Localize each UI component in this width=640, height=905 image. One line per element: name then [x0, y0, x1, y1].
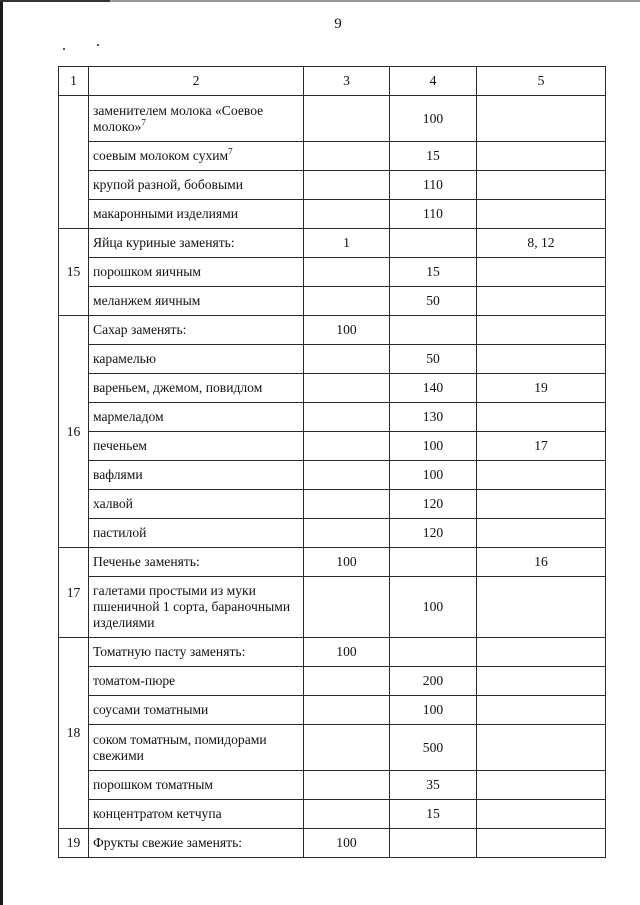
quantity-cell — [304, 800, 390, 829]
note-cell — [477, 403, 606, 432]
note-cell — [477, 287, 606, 316]
replacement-quantity-cell: 100 — [390, 96, 477, 142]
note-cell — [477, 461, 606, 490]
product-cell — [89, 725, 304, 771]
quantity-cell: 1 — [304, 229, 390, 258]
replacement-quantity-cell — [390, 316, 477, 345]
product-cell — [89, 771, 304, 800]
table-row — [59, 374, 606, 403]
table-row — [59, 519, 606, 548]
note-cell — [477, 638, 606, 667]
header-cell: 3 — [304, 67, 390, 96]
product-name: Фрукты свежие заменять: — [93, 835, 243, 850]
note-cell — [477, 696, 606, 725]
replacement-quantity-cell: 35 — [390, 771, 477, 800]
table-row — [59, 461, 606, 490]
product-cell — [89, 96, 304, 142]
note-cell — [477, 771, 606, 800]
note-cell — [477, 667, 606, 696]
product-cell — [89, 519, 304, 548]
item-number-cell: 18 — [59, 638, 89, 829]
replacement-quantity-cell: 200 — [390, 667, 477, 696]
table-row — [59, 829, 606, 858]
table-row — [59, 316, 606, 345]
quantity-cell — [304, 667, 390, 696]
table-row — [59, 696, 606, 725]
table-row — [59, 287, 606, 316]
replacement-quantity-cell — [390, 638, 477, 667]
product-cell — [89, 316, 304, 345]
product-cell — [89, 696, 304, 725]
table-row — [59, 577, 606, 638]
product-name: соевым молоком сухим — [93, 148, 229, 163]
replacement-quantity-cell: 100 — [390, 461, 477, 490]
replacement-quantity-cell: 130 — [390, 403, 477, 432]
product-name: мармеладом — [93, 409, 164, 424]
product-cell — [89, 171, 304, 200]
product-name: меланжем яичным — [93, 293, 201, 308]
quantity-cell — [304, 258, 390, 287]
header-cell: 2 — [89, 67, 304, 96]
replacement-quantity-cell: 100 — [390, 577, 477, 638]
replacement-quantity-cell: 120 — [390, 490, 477, 519]
product-name: порошком яичным — [93, 264, 201, 279]
note-cell: 8, 12 — [477, 229, 606, 258]
table-row — [59, 403, 606, 432]
quantity-cell — [304, 403, 390, 432]
note-cell — [477, 345, 606, 374]
replacement-quantity-cell: 140 — [390, 374, 477, 403]
quantity-cell — [304, 345, 390, 374]
item-number-cell: 19 — [59, 829, 89, 858]
quantity-cell — [304, 96, 390, 142]
product-name: Сахар заменять: — [93, 322, 187, 337]
quantity-cell — [304, 374, 390, 403]
product-cell — [89, 829, 304, 858]
product-name: галетами простыми из муки пшеничной 1 сорта, бараночными изделиями — [93, 583, 291, 630]
note-cell: 19 — [477, 374, 606, 403]
replacement-quantity-cell: 50 — [390, 345, 477, 374]
product-cell — [89, 345, 304, 374]
header-cell: 1 — [59, 67, 89, 96]
product-cell — [89, 258, 304, 287]
table-row — [59, 490, 606, 519]
quantity-cell — [304, 725, 390, 771]
note-cell — [477, 577, 606, 638]
scan-left-edge — [0, 0, 3, 905]
replacement-quantity-cell: 120 — [390, 519, 477, 548]
product-cell — [89, 667, 304, 696]
product-name: карамелью — [93, 351, 157, 366]
product-cell — [89, 229, 304, 258]
product-cell — [89, 287, 304, 316]
product-cell — [89, 374, 304, 403]
substitution-table — [58, 66, 606, 858]
table-row — [59, 667, 606, 696]
table-row — [59, 548, 606, 577]
product-name: заменителем молока «Соевое молоко» — [93, 102, 264, 134]
item-number-cell — [59, 96, 89, 229]
product-name: печеньем — [93, 438, 147, 453]
note-cell — [477, 258, 606, 287]
table-row — [59, 771, 606, 800]
product-cell — [89, 200, 304, 229]
quantity-cell — [304, 771, 390, 800]
footnote-marker: 7 — [228, 146, 233, 157]
quantity-cell — [304, 142, 390, 171]
table-row — [59, 800, 606, 829]
table-header-row — [59, 67, 606, 96]
item-number-cell: 15 — [59, 229, 89, 316]
product-name: томатом-пюре — [93, 673, 176, 688]
scan-speck — [63, 48, 65, 50]
note-cell — [477, 725, 606, 771]
replacement-quantity-cell: 50 — [390, 287, 477, 316]
replacement-quantity-cell: 15 — [390, 142, 477, 171]
table-row — [59, 142, 606, 171]
product-cell — [89, 142, 304, 171]
quantity-cell — [304, 171, 390, 200]
replacement-quantity-cell: 100 — [390, 696, 477, 725]
item-number-cell: 17 — [59, 548, 89, 638]
footnote-marker: 7 — [141, 116, 146, 127]
quantity-cell: 100 — [304, 829, 390, 858]
quantity-cell — [304, 490, 390, 519]
product-name: пастилой — [93, 525, 147, 540]
header-cell: 5 — [477, 67, 606, 96]
quantity-cell — [304, 461, 390, 490]
page-number: 9 — [334, 16, 342, 32]
product-cell — [89, 800, 304, 829]
product-cell — [89, 461, 304, 490]
table-row — [59, 229, 606, 258]
quantity-cell — [304, 519, 390, 548]
product-name: соусами томатными — [93, 702, 209, 717]
scan-speck — [97, 44, 99, 46]
replacement-quantity-cell — [390, 829, 477, 858]
note-cell — [477, 519, 606, 548]
product-cell — [89, 490, 304, 519]
quantity-cell — [304, 696, 390, 725]
quantity-cell: 100 — [304, 316, 390, 345]
table-row — [59, 638, 606, 667]
quantity-cell — [304, 432, 390, 461]
product-name: Томатную пасту заменять: — [93, 644, 246, 659]
table-row — [59, 725, 606, 771]
note-cell: 17 — [477, 432, 606, 461]
quantity-cell — [304, 200, 390, 229]
quantity-cell: 100 — [304, 638, 390, 667]
note-cell — [477, 200, 606, 229]
product-name: Яйца куриные заменять: — [93, 235, 235, 250]
product-cell — [89, 548, 304, 577]
product-name: крупой разной, бобовыми — [93, 177, 243, 192]
product-name: порошком томатным — [93, 777, 214, 792]
quantity-cell — [304, 577, 390, 638]
replacement-quantity-cell: 100 — [390, 432, 477, 461]
table-row — [59, 345, 606, 374]
note-cell: 16 — [477, 548, 606, 577]
table-row — [59, 432, 606, 461]
product-name: халвой — [93, 496, 133, 511]
note-cell — [477, 800, 606, 829]
table-row — [59, 200, 606, 229]
replacement-quantity-cell — [390, 548, 477, 577]
replacement-quantity-cell: 15 — [390, 800, 477, 829]
replacement-quantity-cell: 110 — [390, 200, 477, 229]
note-cell — [477, 490, 606, 519]
quantity-cell — [304, 287, 390, 316]
product-name: Печенье заменять: — [93, 554, 200, 569]
quantity-cell: 100 — [304, 548, 390, 577]
replacement-quantity-cell: 110 — [390, 171, 477, 200]
note-cell — [477, 316, 606, 345]
product-cell — [89, 432, 304, 461]
product-cell — [89, 638, 304, 667]
replacement-quantity-cell: 15 — [390, 258, 477, 287]
note-cell — [477, 171, 606, 200]
note-cell — [477, 142, 606, 171]
product-cell — [89, 403, 304, 432]
header-cell: 4 — [390, 67, 477, 96]
scan-top-edge — [0, 0, 640, 2]
item-number-cell: 16 — [59, 316, 89, 548]
product-name: вареньем, джемом, повидлом — [93, 380, 263, 395]
table-row — [59, 171, 606, 200]
product-cell — [89, 577, 304, 638]
product-name: вафлями — [93, 467, 143, 482]
product-name: макаронными изделиями — [93, 206, 239, 221]
replacement-quantity-cell — [390, 229, 477, 258]
product-name: соком томатным, помидорами свежими — [93, 731, 267, 763]
table-row — [59, 96, 606, 142]
product-name: концентратом кетчупа — [93, 806, 222, 821]
replacement-quantity-cell: 500 — [390, 725, 477, 771]
note-cell — [477, 829, 606, 858]
note-cell — [477, 96, 606, 142]
table-row — [59, 258, 606, 287]
